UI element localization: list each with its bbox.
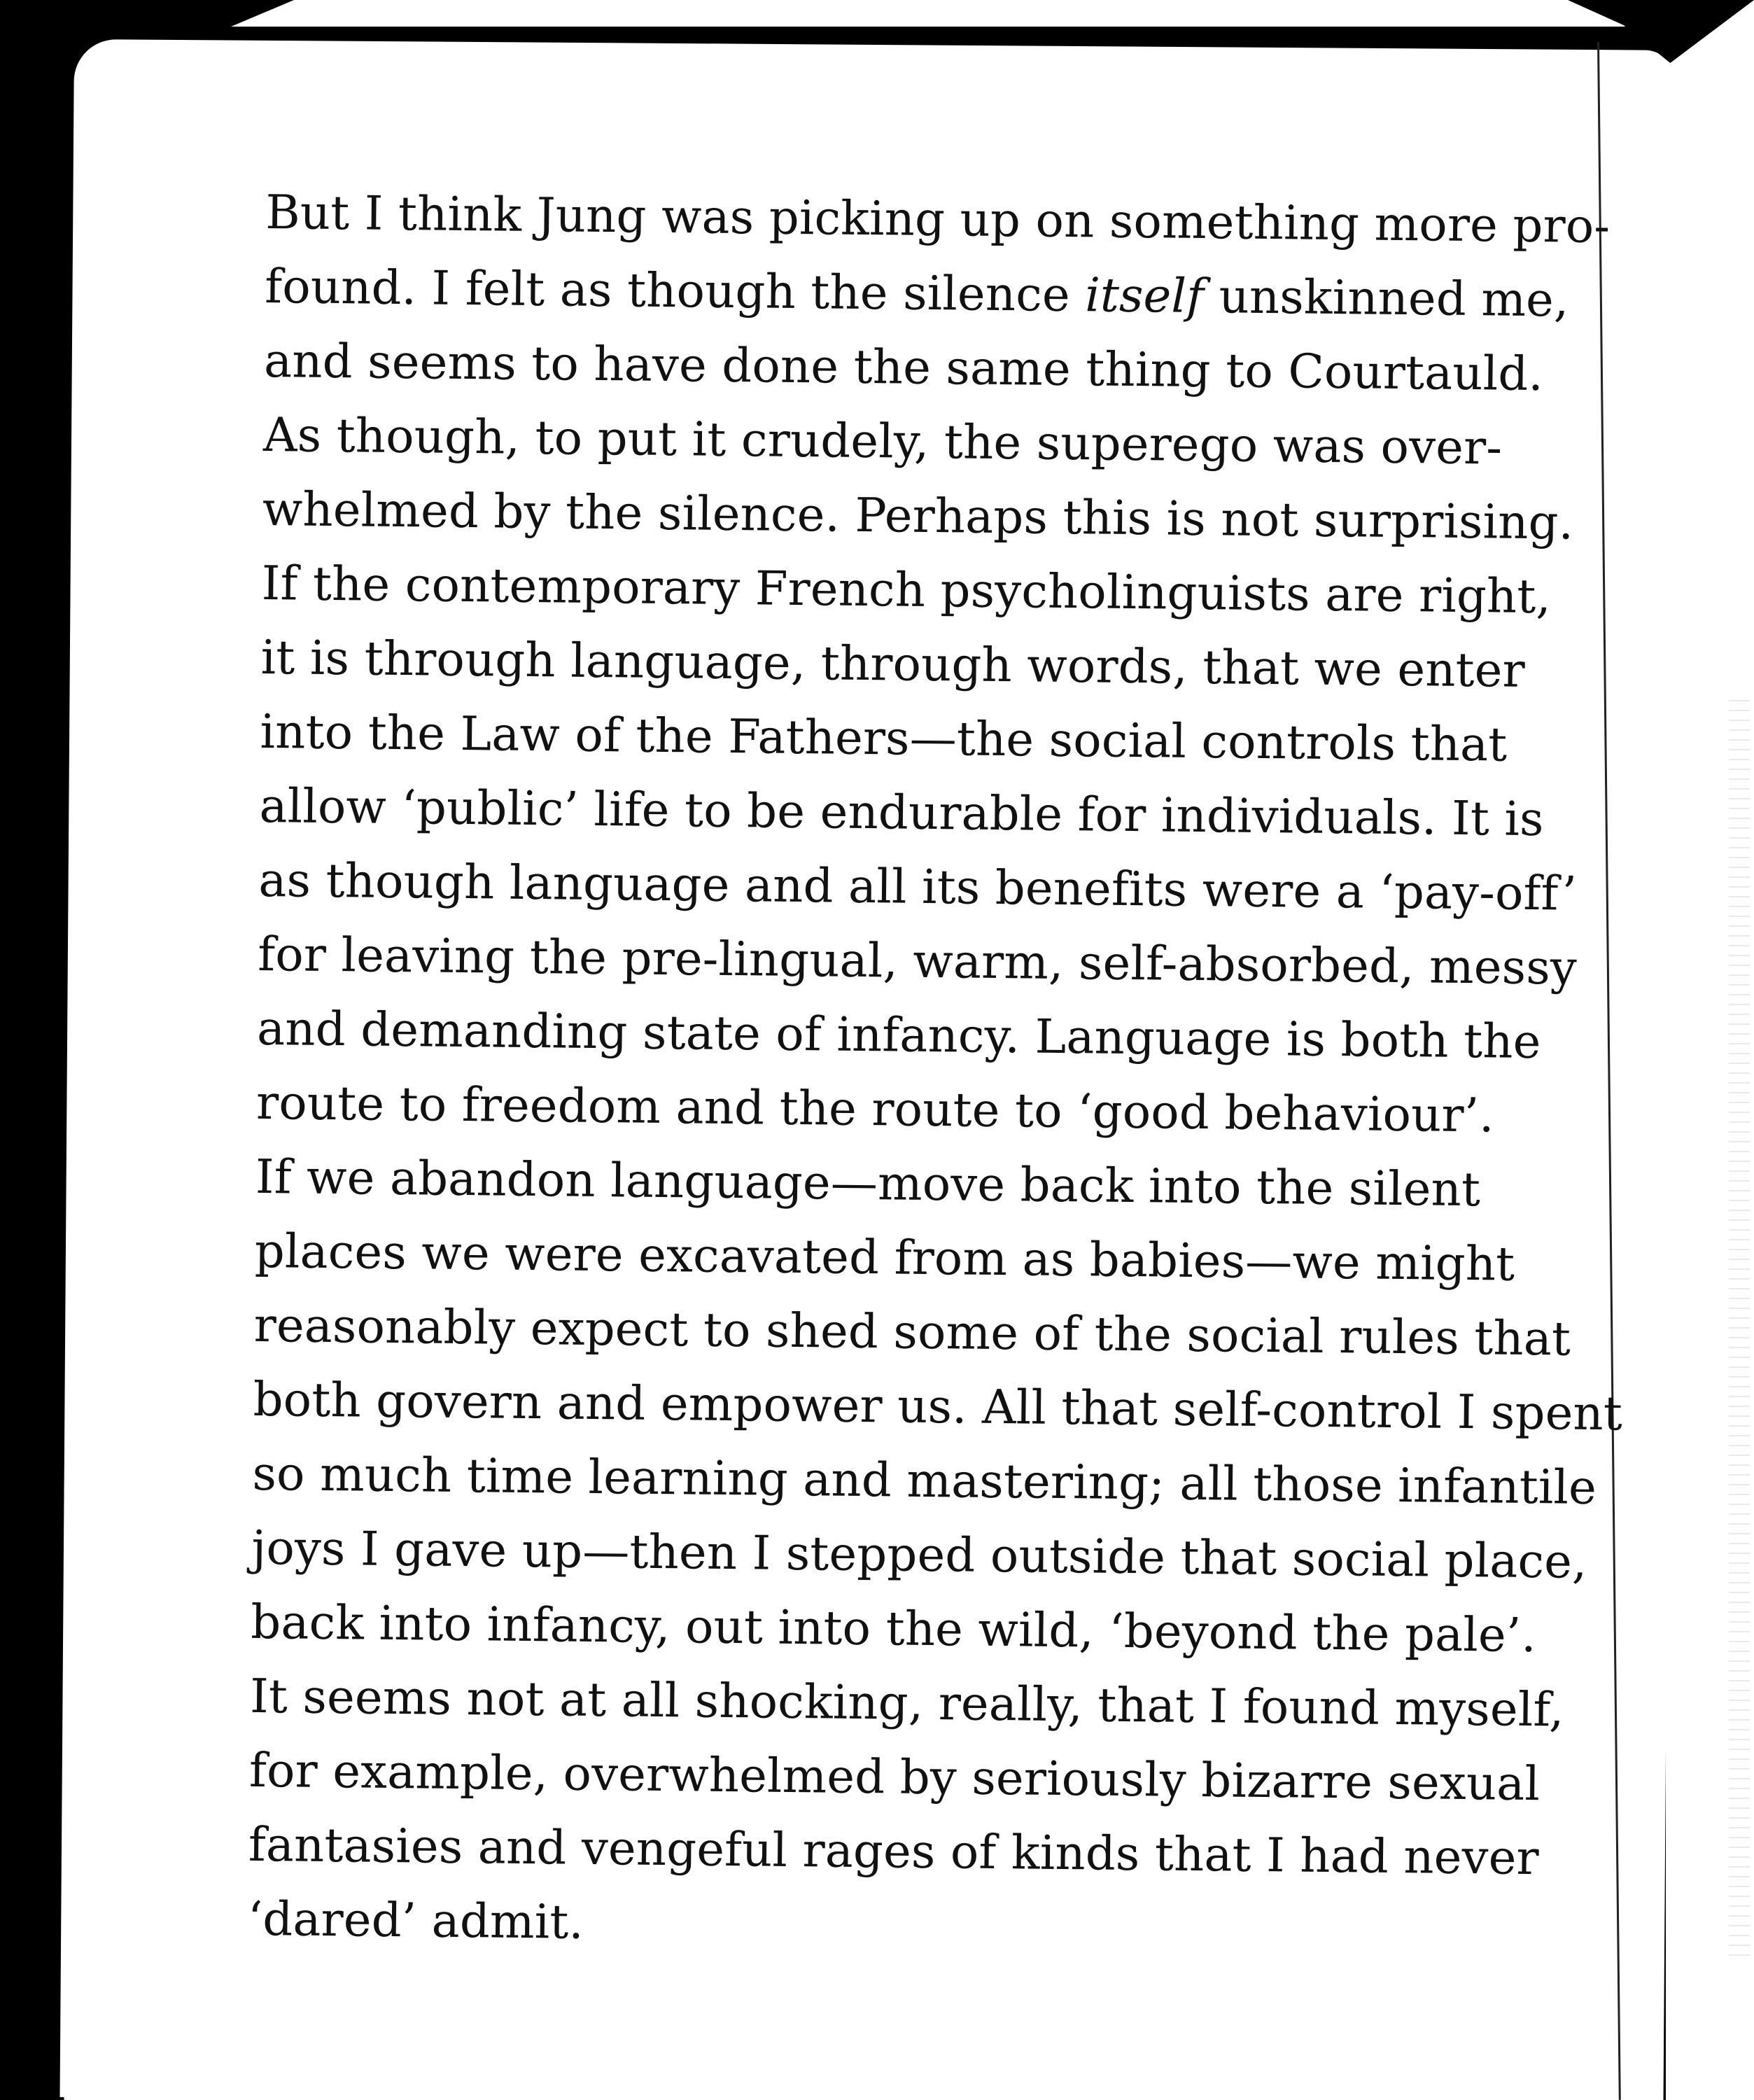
text-line: joys I gave up—then I stepped outside that social place,: [251, 1520, 1587, 1589]
text-line: for leaving the pre-lingual, warm, self-absorbed, messy: [257, 926, 1578, 995]
text-line: both govern and empower us. All that self-control I spent: [253, 1371, 1623, 1441]
italic-word: itself: [1084, 267, 1205, 324]
text-line: As though, to put it crudely, the superego was over-: [262, 407, 1503, 475]
text-line: it is through language, through words, that we enter: [260, 629, 1526, 698]
text-line: and seems to have done the same thing to Courtauld.: [263, 332, 1544, 402]
text-line: found. I felt as though the silence itself unskinned me,: [264, 258, 1569, 328]
text-line: places we were excavated from as babies—we might: [254, 1223, 1515, 1292]
scan-speckle: [1729, 700, 1750, 1960]
text-line: as though language and all its benefits were a ‘pay-off’: [258, 852, 1578, 921]
text-line: and demanding state of infancy. Language is both the: [256, 1000, 1541, 1070]
text-line: whelmed by the silence. Perhaps this is not surprising.: [262, 481, 1574, 550]
text-line: into the Law of the Fathers—the social controls that: [260, 704, 1508, 772]
text-line: fantasies and vengeful rages of kinds that I had never: [248, 1816, 1540, 1886]
text-line: back into infancy, out into the wild, ‘beyond the pale’.: [250, 1594, 1537, 1663]
text-line: If the contemporary French psycholinguists are right,: [261, 555, 1552, 624]
text-line: route to freedom and the route to ‘good behaviour’.: [255, 1074, 1495, 1143]
text-line: If we abandon language—move back into the silent: [255, 1149, 1481, 1217]
scan-top-edge: [231, 0, 1694, 27]
text-line: reasonably expect to shed some of the social rules that: [253, 1297, 1571, 1366]
text-line: allow ‘public’ life to be endurable for individuals. It is: [259, 778, 1545, 847]
text-line: for example, overwhelmed by seriously bizarre sexual: [248, 1742, 1541, 1812]
text-line: ‘dared’ admit.: [247, 1891, 584, 1949]
text-line: so much time learning and mastering; all those infantile: [252, 1446, 1597, 1516]
text-line: But I think Jung was picking up on something more pro-: [265, 184, 1611, 254]
text-line: It seems not at all shocking, really, that I found myself,: [249, 1668, 1564, 1737]
body-text: [247, 175, 1623, 1970]
